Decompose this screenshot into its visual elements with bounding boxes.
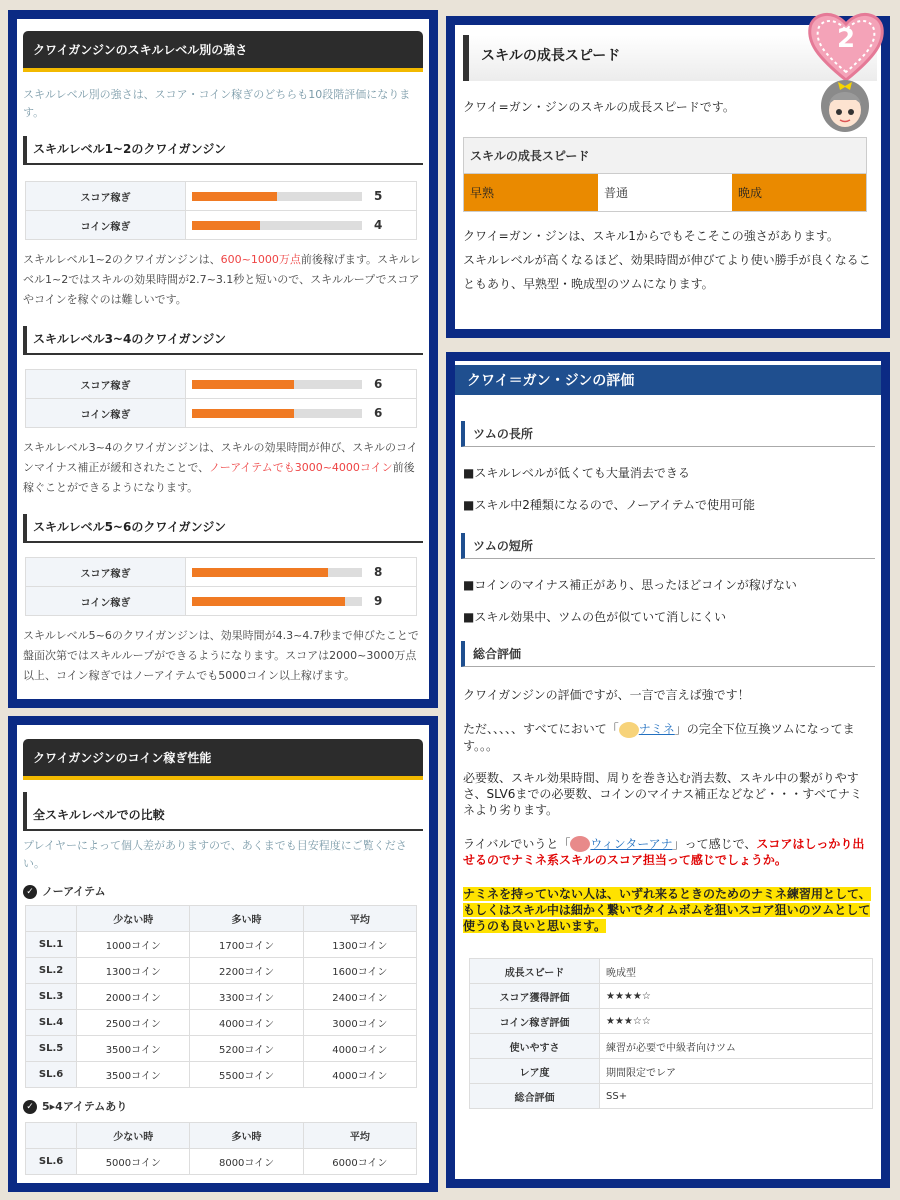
- overall-text-1: クワイガンジンの評価ですが、一言で言えば強です！: [463, 688, 750, 702]
- score-bar: [192, 380, 362, 389]
- score-value: 8: [374, 565, 383, 579]
- check-icon: ✓: [23, 1100, 37, 1114]
- coin-bar-fill: [192, 597, 345, 606]
- coin-bar-fill: [192, 409, 294, 418]
- section-title: スキルレベル3~4のクワイガンジン: [23, 326, 423, 355]
- skill-level-panel: [8, 10, 438, 708]
- pro-item: ■スキルレベルが低くても大量消去できる: [463, 466, 690, 480]
- coin-bar: [192, 597, 362, 606]
- description-1: クワイ=ガン・ジンは、スキル1からでもそこそこの強さがあります。: [463, 229, 839, 243]
- section-description: スキルレベル5~6のクワイガンジンは、効果時間が4.3~4.7秒まで伸びたことで盤面次第ではスキルループができるようになります。スコアは2000~3000万点以上、コイン稼ぎではノーアイテムでも5000コイン以上稼げます。: [23, 629, 419, 682]
- overall-text-3: 必要数、スキル効果時間、周りを巻き込む消去数、スキル中の繋がりやすさ、SLV6までの必要数、コインのマイナス補正などなど・・・すべてナミネより劣ります。: [463, 770, 863, 817]
- namine-face-icon: [619, 722, 639, 738]
- panel-header: クワイガンジンのスキルレベル別の強さ: [23, 31, 423, 72]
- coin-bar-fill: [192, 221, 260, 230]
- panel-header: クワイガンジンのコイン稼ぎ性能: [23, 739, 423, 780]
- intro-text: クワイ=ガン・ジンのスキルの成長スピードです。: [463, 100, 735, 114]
- heart-badge-icon: [806, 6, 886, 84]
- coin-label: コイン稼ぎ: [26, 211, 186, 240]
- con-item: ■スキル効果中、ツムの色が似ていて消しにくい: [463, 610, 727, 624]
- check-icon: ✓: [23, 885, 37, 899]
- pros-title: ツムの長所: [461, 421, 875, 447]
- coin-performance-panel: [8, 716, 438, 1192]
- overall-text-5: ナミネを持っていない人は、いずれ来るときのためのナミネ練習用として、もしくはスキル中は細かく繋いでタイムボムを狙いスコア狙いのツムとして使うのも良いと思います。: [463, 887, 871, 933]
- item-title: ✓ 5▸4アイテムあり: [17, 1098, 429, 1114]
- score-value: 6: [374, 377, 383, 391]
- winter-anna-face-icon: [570, 836, 590, 852]
- con-item: ■コインのマイナス補正があり、思ったほどコインが稼げない: [463, 578, 797, 592]
- rating-table: [25, 181, 417, 240]
- score-label: スコア稼ぎ: [26, 370, 186, 399]
- namine-link[interactable]: ナミネ: [638, 722, 675, 736]
- rating-table: [25, 369, 417, 428]
- section-description: スキルレベル3~4のクワイガンジンは、スキルの効果時間が伸び、スキルのコインマイナス補正が緩和されたことで、ノーアイテムでも3000~4000コイン前後稼ぐことができるようになります。: [23, 441, 418, 494]
- speed-option-late: 晩成: [732, 173, 866, 211]
- coin-value: 9: [374, 594, 383, 608]
- coin-bar: [192, 409, 362, 418]
- section-title: スキルレベル1~2のクワイガンジン: [23, 136, 423, 165]
- score-bar: [192, 568, 362, 577]
- score-bar: [192, 192, 362, 201]
- intro-text: プレイヤーによって個人差がありますので、あくまでも目安程度にご覧ください。: [23, 839, 407, 870]
- score-label: スコア稼ぎ: [26, 182, 186, 211]
- speed-option-early: 早熟: [464, 173, 598, 211]
- score-value: 5: [374, 189, 383, 203]
- evaluation-table: 成長スピード 晩成型 スコア獲得評価 ★★★★☆ コイン稼ぎ評価 ★★★☆☆ 使いやすさ 練習が必要で中級者向けツム レア度 期間限定でレア 総合評価 SS+: [469, 958, 873, 1109]
- score-label: スコア稼ぎ: [26, 558, 186, 587]
- overall-text-2: ただ、、、、、すべてにおいて「 ナミネ」の完全下位互換ツムになってます。。。: [463, 722, 855, 753]
- pro-item: ■スキル中2種類になるので、ノーアイテムで使用可能: [463, 498, 755, 512]
- winter-anna-link[interactable]: ウィンターアナ: [590, 836, 673, 851]
- rating-table: [25, 557, 417, 616]
- score-bar-fill: [192, 380, 294, 389]
- coin-value: 4: [374, 218, 383, 232]
- coin-label: コイン稼ぎ: [26, 399, 186, 428]
- noitem-title: ✓ ノーアイテム: [17, 883, 429, 899]
- overall-title: 総合評価: [461, 641, 875, 667]
- comparison-title: 全スキルレベルでの比較: [23, 792, 423, 831]
- section-description: スキルレベル1~2のクワイガンジンは、600~1000万点前後稼げます。スキルレベル1~2ではスキルの効果時間が2.7~3.1秒と短いので、スキルループでスコアやコインを稼ぐのは難しいです。: [23, 253, 421, 306]
- intro-text: スキルレベル別の強さは、スコア・コイン稼ぎのどちらも10段階評価になります。: [23, 88, 411, 119]
- overall-text-4: ライバルでいうと「 ウィンターアナ」って感じで、スコアはしっかり出せるのでナミネ系スキルのスコア担当って感じでしょうか。: [463, 836, 865, 867]
- section-title: スキルレベル5~6のクワイガンジン: [23, 514, 423, 543]
- panel-title: クワイ＝ガン・ジンの評価: [455, 365, 881, 395]
- coin-value: 6: [374, 406, 383, 420]
- avatar-icon: [818, 74, 872, 134]
- description-2: スキルレベルが高くなるほど、効果時間が伸びてより使い勝手が良くなることもあり、早熟型・晩成型のツムになります。: [463, 253, 871, 291]
- item-table: 少ない時 多い時 平均 SL.6 5000コイン 8000コイン 6000コイン: [25, 1122, 417, 1175]
- cons-title: ツムの短所: [461, 533, 875, 559]
- coin-label: コイン稼ぎ: [26, 587, 186, 616]
- coin-bar: [192, 221, 362, 230]
- noitem-table: 少ない時 多い時 平均 SL.1 1000コイン 1700コイン 1300コイン SL.2 1300コイン 2200コイン 1600コイン SL.3 2000コイン 3300コイン 2400コイン SL.4 2500コイン 4000コイン 3000コイン SL.5 3500コイン 5200コイン 4000コイン SL.6 3500コイン 5500コイン 4000コイン: [25, 905, 417, 1088]
- panel-title: スキルの成長スピード: [463, 35, 877, 81]
- speed-table-header: スキルの成長スピード: [464, 138, 866, 173]
- badge-number: 2: [836, 24, 856, 54]
- speed-option-normal: 普通: [598, 173, 732, 211]
- score-bar-fill: [192, 192, 277, 201]
- score-bar-fill: [192, 568, 328, 577]
- evaluation-panel: [446, 352, 890, 1188]
- speed-table: [463, 137, 867, 212]
